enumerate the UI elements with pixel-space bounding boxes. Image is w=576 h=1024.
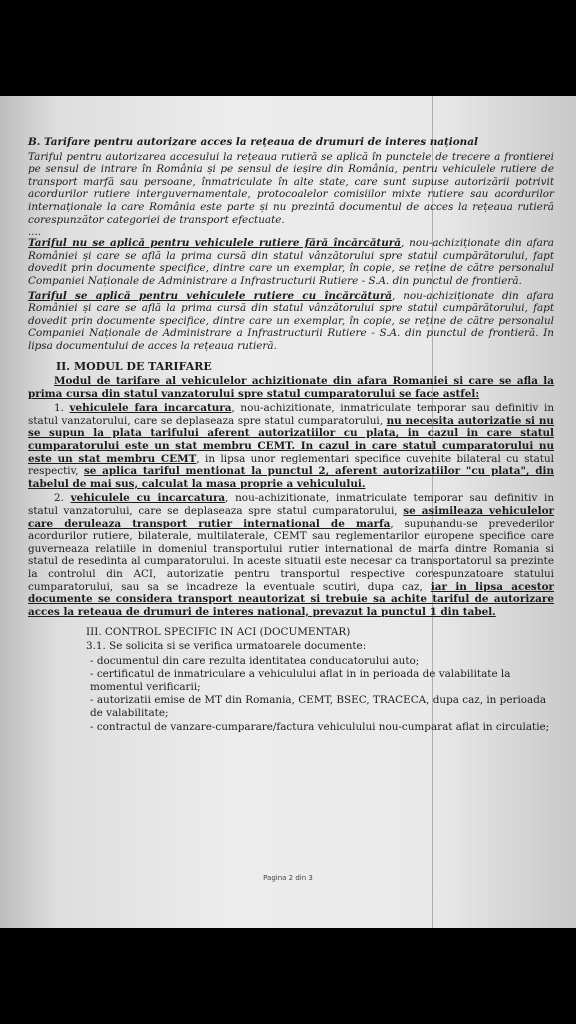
section-ii-intro: Modul de tarifare al vehiculelor achizitionate din afara Romaniei si care se afla la prima cursa din statul vanzatorului spre statul cumparatorului se face astfel: xyxy=(28,375,554,400)
document-body xyxy=(28,136,554,734)
item2-text-d: , supunandu-se prevederilor acordurilor rutiere, bilaterale, multilaterale, CEMT sau reglementarilor europene specifice care guverneaza relatiile in domeniul transportului rutier international de marfa dintre Romania si statul de resedinta al cumparatorului. In aceste situatii este necesar ca transportatorul sa prezinte la controlul din ACI, autorizatie pentru transportul respective corespunzatoare statului cumparatorului, sau sa se incadreze la eventuale scutiri, dupa caz, xyxy=(28,517,554,593)
section-b-para1: Tariful pentru autorizarea accesului la rețeaua rutieră se aplică în punctele de trecere a frontierei pe sensul de intrare în România și pe sensul de ieșire din România, pentru vehiculele rutiere de transport marfă sau persoane, înmatriculate în alte state, care sunt supuse autorizării potrivit acordurilor rutiere interguvernamentale, protocoalelor comisiilor mixte rutiere sau acordurilor internaționale la care România este parte și nu prezintă documentul de acces la rețeaua rutieră corespunzător categoriei de transport efectuate. xyxy=(28,150,554,226)
para3-lead: Tariful se aplică pentru vehiculele rutiere cu încărcătură xyxy=(28,289,393,302)
section-b-title: B. Tarifare pentru autorizare acces la rețeaua de drumuri de interes național xyxy=(28,136,478,148)
section-b-para2 xyxy=(28,237,554,287)
item2-text-b: , nou-achizitionate, inmatriculate temporar sau definitiv in statul vanzatorului, care se deplaseaza spre statul cumparatorului, xyxy=(28,492,555,518)
list-item: - certificatul de inmatriculare a vehiculului aflat in in perioada de valabilitate la momentul verificarii; xyxy=(90,668,511,693)
section-ii-heading: II. MODUL DE TARIFARE xyxy=(56,359,212,373)
section-iii-sub: 3.1. Se solicita si se verifica urmatoarele documente: xyxy=(86,639,367,652)
list-item: - autorizatii emise de MT din Romania, CEMT, BSEC, TRACECA, dupa caz, in perioada de valabilitate; xyxy=(90,694,547,719)
item2-text-e: iar in lipsa acestor documente se considera transport neautorizat si trebuie sa achite tariful de autorizare acces la reteaua de drumuri de interes national, prevazut la punctul 1 din tabel. xyxy=(28,580,554,618)
para2-lead: Tariful nu se aplică pentru vehiculele rutiere fără încărcătură xyxy=(28,237,401,250)
list-item: - contractul de vanzare-cumparare/factura vehiculului nou-cumparat aflat in circulatie; xyxy=(90,720,550,733)
page-number: Pagina 2 din 3 xyxy=(263,874,313,882)
item2-number: 2. xyxy=(54,492,71,505)
ellipsis: .... xyxy=(28,226,42,239)
item1-text-b: nu necesita autorizatie si nu se supun la plata tarifului aferent autorizatiilor cu plata, in cazul in care statul cumparatorului este un stat membru CEMT. In cazul in care statul cumparatorului nu este un stat membru CEMT xyxy=(28,414,554,465)
section-ii-item2 xyxy=(28,492,554,618)
item1-lead: vehiculele fara incarcatura xyxy=(69,402,232,415)
document-page xyxy=(0,96,576,928)
para2-rest: , nou-achiziționate din afara României și care se află la prima cursă din statul vânzătorului spre statul cumpărătorului, fapt dovedit prin documente specifice, dintre care un exemplar, în copie, se reține de către personalul Companiei Naționale de Administrare a Infrastructurii Rutiere - S.A. din punctul de frontieră. xyxy=(28,237,554,287)
document-list xyxy=(28,655,554,734)
item1-text-d: se aplica tariful mentionat la punctul 2, aferent autorizatiilor "cu plata", din tabelul de mai sus, calculat la masa proprie a vehiculului. xyxy=(28,465,554,490)
section-iii-heading: III. CONTROL SPECIFIC IN ACI (DOCUMENTAR) xyxy=(86,626,351,639)
item1-number: 1. xyxy=(54,402,70,415)
list-item: - documentul din care rezulta identitatea conducatorului auto; xyxy=(90,654,420,667)
para3-rest: , nou-achiziționate din afara României și care se află la prima cursă din statul vânzătorului spre statul cumpărătorului, fapt dovedit prin documente specifice, dintre care un exemplar, în copie, se reține de către personalul Companiei Naționale de Administrare a Infrastructurii Rutiere - S.A. din punctul de frontieră. In lipsa documentului de acces la rețeaua rutieră. xyxy=(28,289,554,352)
section-ii-item1 xyxy=(28,402,554,490)
item1-text-c: , in lipsa unor reglementari specifice cuvenite bilateral cu statul respectiv, xyxy=(28,452,554,478)
section-b-para3 xyxy=(28,290,554,353)
item2-text-c: se asimileaza vehiculelor care deruleaza transport rutier international de marfa xyxy=(28,505,554,530)
item1-text-a: , nou-achizitionate, inmatriculate temporar sau definitiv in statul vanzatorului, care se deplaseaza spre statul cumparatorului, xyxy=(28,402,555,427)
item2-lead: vehiculele cu incarcatura xyxy=(70,492,226,505)
